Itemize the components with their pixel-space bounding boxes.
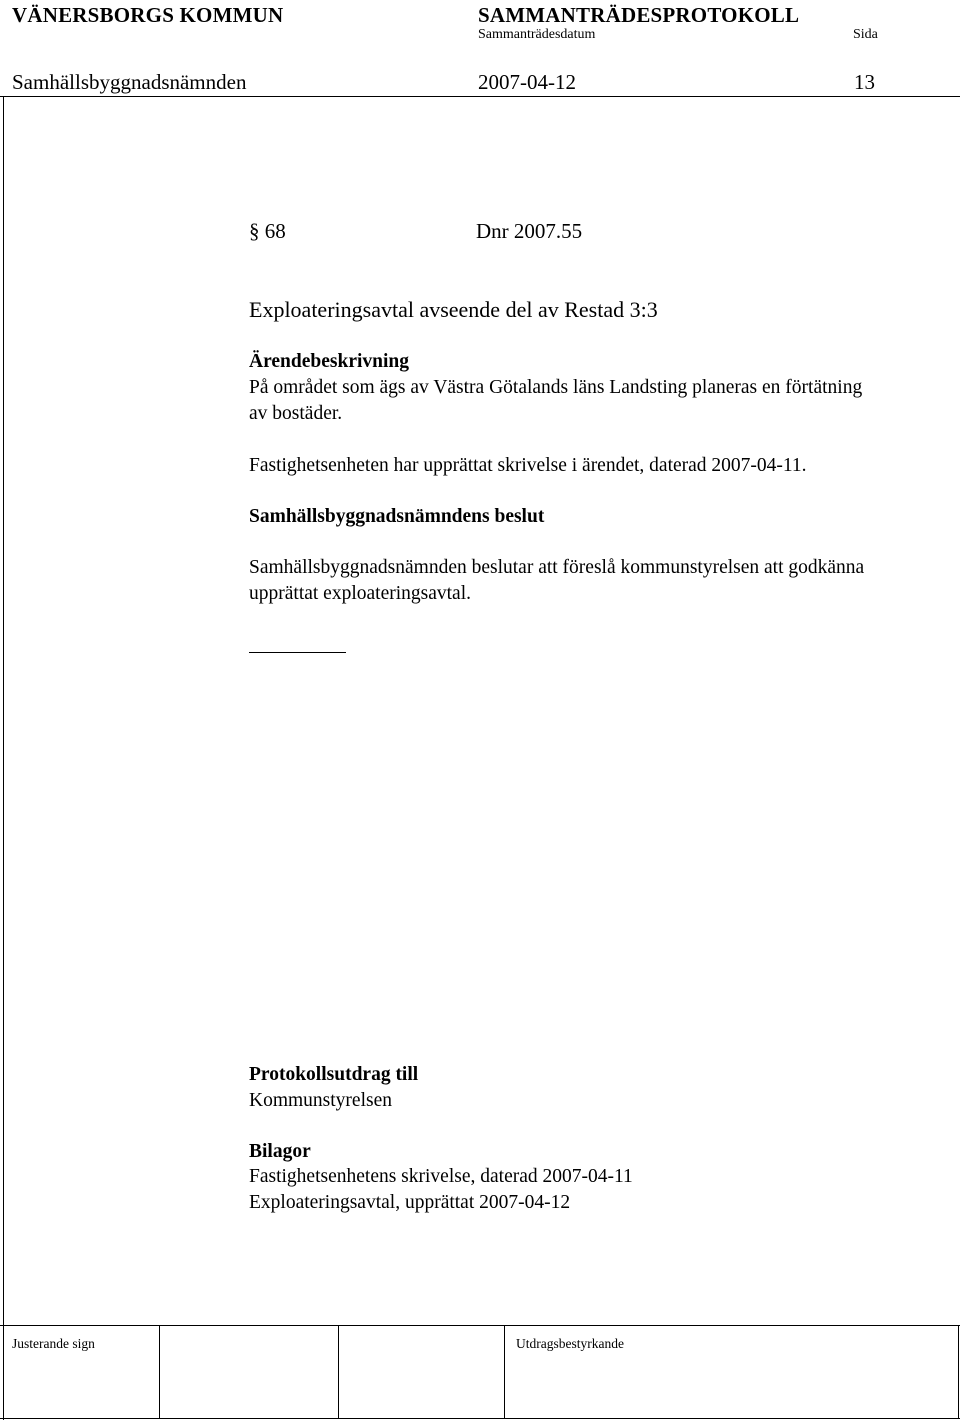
decision-text: Samhällsbyggnadsnämnden beslutar att föreslå kommunstyrelsen att godkänna upprättat exploateringsavtal.: [249, 557, 865, 604]
description-heading: Ärendebeskrivning: [249, 351, 409, 372]
footer-cell-divider: [159, 1325, 160, 1419]
fastighet-text: Fastighetsenheten har upprättat skrivelse i ärendet, daterad 2007-04-11.: [249, 455, 807, 476]
decision-heading: Samhällsbyggnadsnämndens beslut: [249, 506, 545, 527]
adjust-sign-label: Justerande sign: [12, 1336, 95, 1351]
paragraph-number: § 68: [249, 219, 286, 243]
organization-name: VÄNERSBORGS KOMMUN: [12, 3, 284, 27]
footer-bottom-line: [0, 1418, 960, 1419]
description-text: På området som ägs av Västra Götalands läns Landsting planeras en förtätning av bostäder.: [249, 377, 863, 424]
item-title: Exploateringsavtal avseende del av Restad 3:3: [249, 297, 658, 322]
footer-cell-divider: [504, 1325, 505, 1419]
page-label: Sida: [853, 27, 878, 42]
extract-heading: Protokollsutdrag till: [249, 1064, 419, 1085]
extract-recipient: Kommunstyrelsen: [249, 1090, 392, 1111]
committee-name: Samhällsbyggnadsnämnden: [12, 70, 247, 94]
section-end-rule: [249, 652, 346, 653]
footer-right-edge: [958, 1325, 959, 1419]
attachments-heading: Bilagor: [249, 1141, 311, 1162]
footer-top-line: [0, 1325, 960, 1326]
left-margin-line: [3, 96, 4, 1420]
meeting-date: 2007-04-12: [478, 70, 576, 94]
extract-cert-label: Utdragsbestyrkande: [516, 1336, 624, 1351]
document-type: SAMMANTRÄDESPROTOKOLL: [478, 3, 800, 27]
diary-number: Dnr 2007.55: [476, 219, 583, 243]
attachment-item: Fastighetsenhetens skrivelse, daterad 2007-04-11: [249, 1166, 633, 1187]
footer-cell-divider: [338, 1325, 339, 1419]
page-number: 13: [854, 70, 875, 94]
attachment-item: Exploateringsavtal, upprättat 2007-04-12: [249, 1192, 571, 1213]
date-label: Sammanträdesdatum: [478, 27, 596, 42]
header-divider: [0, 96, 960, 97]
